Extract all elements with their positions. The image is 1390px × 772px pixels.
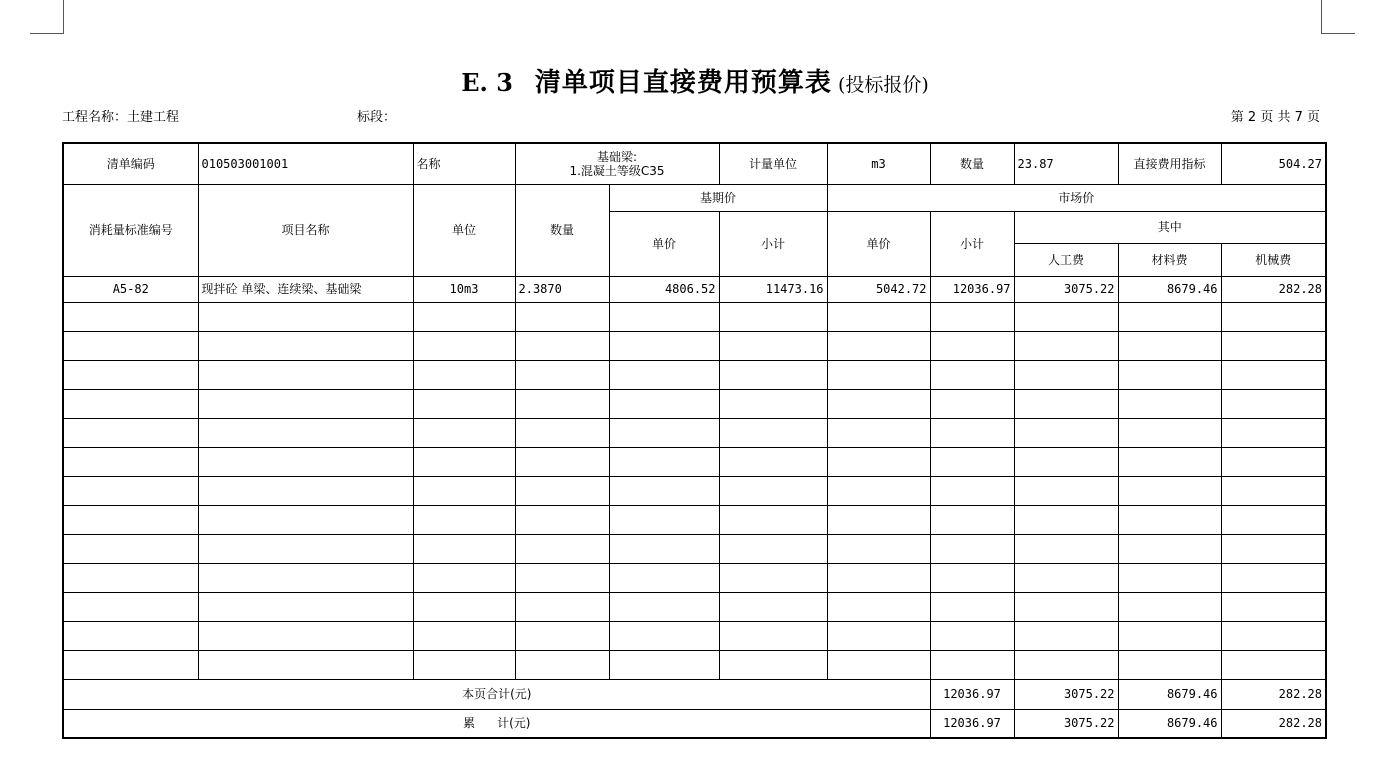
empty-cell xyxy=(63,563,198,592)
empty-cell xyxy=(609,650,719,679)
empty-cell xyxy=(515,302,609,331)
table-row xyxy=(63,276,1326,302)
empty-cell xyxy=(1118,621,1221,650)
crop-mark-top-left xyxy=(30,0,64,34)
empty-cell xyxy=(609,621,719,650)
empty-cell xyxy=(719,389,827,418)
bill-unit: m3 xyxy=(827,143,930,184)
empty-row xyxy=(63,331,1326,360)
col-item-name: 项目名称 xyxy=(198,184,413,276)
col-labor: 人工费 xyxy=(1014,243,1118,276)
empty-cell xyxy=(63,621,198,650)
col-machine: 机械费 xyxy=(1221,243,1326,276)
empty-cell xyxy=(609,418,719,447)
row-name: 现拌砼 单梁、连续梁、基础梁 xyxy=(198,276,413,302)
col-material: 材料费 xyxy=(1118,243,1221,276)
empty-cell xyxy=(63,592,198,621)
page-total-labor: 3075.22 xyxy=(1014,679,1118,709)
empty-cell xyxy=(1014,447,1118,476)
empty-cell xyxy=(1221,360,1326,389)
bill-name-line1: 基础梁: xyxy=(596,149,638,164)
row-material: 8679.46 xyxy=(1118,276,1221,302)
empty-cell xyxy=(515,563,609,592)
cumulative-labor: 3075.22 xyxy=(1014,709,1118,738)
empty-cell xyxy=(1014,389,1118,418)
empty-cell xyxy=(63,360,198,389)
empty-cell xyxy=(719,534,827,563)
empty-cell xyxy=(1118,389,1221,418)
col-market-unit-price: 单价 xyxy=(827,211,930,276)
row-qty: 2.3870 xyxy=(515,276,609,302)
empty-cell xyxy=(515,505,609,534)
empty-cell xyxy=(609,563,719,592)
empty-cell xyxy=(1221,302,1326,331)
empty-cell xyxy=(198,563,413,592)
col-of-which: 其中 xyxy=(1014,211,1326,243)
empty-cell xyxy=(63,505,198,534)
row-market-subtotal: 12036.97 xyxy=(930,276,1014,302)
empty-cell xyxy=(1221,476,1326,505)
cumulative-material: 8679.46 xyxy=(1118,709,1221,738)
empty-cell xyxy=(515,476,609,505)
empty-cell xyxy=(1221,331,1326,360)
empty-cell xyxy=(1118,476,1221,505)
empty-cell xyxy=(1221,563,1326,592)
empty-cell xyxy=(198,650,413,679)
empty-row xyxy=(63,563,1326,592)
empty-cell xyxy=(198,389,413,418)
empty-cell xyxy=(719,505,827,534)
empty-cell xyxy=(413,331,515,360)
empty-cell xyxy=(1014,592,1118,621)
empty-cell xyxy=(827,505,930,534)
empty-cell xyxy=(930,447,1014,476)
section-label: 标段： xyxy=(357,110,397,125)
empty-cell xyxy=(719,476,827,505)
empty-cell xyxy=(609,592,719,621)
bill-index-label: 直接费用指标 xyxy=(1118,143,1221,184)
empty-row xyxy=(63,389,1326,418)
empty-row xyxy=(63,418,1326,447)
empty-cell xyxy=(930,331,1014,360)
empty-cell xyxy=(413,447,515,476)
empty-cell xyxy=(413,360,515,389)
empty-cell xyxy=(63,389,198,418)
empty-cell xyxy=(930,302,1014,331)
empty-cell xyxy=(198,476,413,505)
empty-cell xyxy=(515,650,609,679)
empty-cell xyxy=(413,534,515,563)
empty-cell xyxy=(827,476,930,505)
empty-cell xyxy=(930,418,1014,447)
bill-name-line2: 1.混凝土等级C35 xyxy=(569,163,665,178)
empty-cell xyxy=(1014,505,1118,534)
cumulative-label-b: 计(元) xyxy=(497,716,531,731)
empty-cell xyxy=(1221,447,1326,476)
empty-cell xyxy=(719,592,827,621)
cumulative-label-a: 累 xyxy=(463,716,476,731)
empty-cell xyxy=(930,592,1014,621)
empty-row xyxy=(63,476,1326,505)
empty-cell xyxy=(930,621,1014,650)
empty-cell xyxy=(198,505,413,534)
empty-cell xyxy=(609,302,719,331)
empty-row xyxy=(63,534,1326,563)
empty-cell xyxy=(515,360,609,389)
empty-cell xyxy=(1118,650,1221,679)
empty-cell xyxy=(63,447,198,476)
empty-cell xyxy=(827,447,930,476)
empty-cell xyxy=(1221,418,1326,447)
empty-cell xyxy=(719,418,827,447)
col-market-subtotal: 小计 xyxy=(930,211,1014,276)
empty-cell xyxy=(609,389,719,418)
empty-cell xyxy=(609,534,719,563)
empty-cell xyxy=(413,563,515,592)
empty-cell xyxy=(1221,650,1326,679)
empty-row xyxy=(63,621,1326,650)
empty-cell xyxy=(413,476,515,505)
empty-cell xyxy=(1118,592,1221,621)
cumulative-total-row xyxy=(63,709,1326,738)
empty-cell xyxy=(413,389,515,418)
empty-cell xyxy=(413,505,515,534)
empty-cell xyxy=(413,418,515,447)
empty-cell xyxy=(515,621,609,650)
page-total-material: 8679.46 xyxy=(1118,679,1221,709)
empty-cell xyxy=(930,360,1014,389)
empty-cell xyxy=(1118,505,1221,534)
bill-unit-label: 计量单位 xyxy=(719,143,827,184)
empty-cell xyxy=(1118,360,1221,389)
empty-cell xyxy=(827,563,930,592)
empty-cell xyxy=(609,447,719,476)
empty-cell xyxy=(1221,592,1326,621)
bill-info-row xyxy=(63,143,1326,184)
empty-cell xyxy=(63,331,198,360)
empty-cell xyxy=(198,302,413,331)
row-code: A5-82 xyxy=(63,276,198,302)
page-indicator: 第 2 页 共 7 页 xyxy=(1230,110,1320,125)
cumulative-subtotal: 12036.97 xyxy=(930,709,1014,738)
bill-name xyxy=(515,143,719,184)
empty-row xyxy=(63,302,1326,331)
page-title xyxy=(0,62,1390,99)
empty-cell xyxy=(719,563,827,592)
empty-cell xyxy=(930,389,1014,418)
col-market-price: 市场价 xyxy=(827,184,1326,211)
empty-cell xyxy=(930,563,1014,592)
empty-cell xyxy=(1118,302,1221,331)
project-name: 工程名称：土建工程 xyxy=(62,110,180,125)
empty-cell xyxy=(719,650,827,679)
row-unit: 10m3 xyxy=(413,276,515,302)
empty-row xyxy=(63,447,1326,476)
empty-row xyxy=(63,505,1326,534)
row-labor: 3075.22 xyxy=(1014,276,1118,302)
empty-cell xyxy=(719,302,827,331)
title-subtitle: (投标报价) xyxy=(837,74,929,96)
crop-mark-top-right xyxy=(1321,0,1355,34)
bill-name-label: 名称 xyxy=(413,143,515,184)
empty-cell xyxy=(827,650,930,679)
empty-cell xyxy=(198,418,413,447)
empty-cell xyxy=(413,621,515,650)
empty-cell xyxy=(719,331,827,360)
empty-cell xyxy=(609,505,719,534)
empty-cell xyxy=(413,302,515,331)
empty-cell xyxy=(515,331,609,360)
empty-cell xyxy=(609,360,719,389)
empty-cell xyxy=(930,650,1014,679)
empty-row xyxy=(63,360,1326,389)
col-unit: 单位 xyxy=(413,184,515,276)
empty-cell xyxy=(515,418,609,447)
bill-qty-label: 数量 xyxy=(930,143,1014,184)
budget-table xyxy=(62,142,1327,739)
col-norm-code: 消耗量标准编号 xyxy=(63,184,198,276)
title-code: E. 3 xyxy=(461,68,513,97)
empty-cell xyxy=(1118,534,1221,563)
col-base-price: 基期价 xyxy=(609,184,827,211)
bill-qty: 23.87 xyxy=(1014,143,1118,184)
empty-cell xyxy=(1221,389,1326,418)
empty-cell xyxy=(609,331,719,360)
empty-cell xyxy=(515,534,609,563)
empty-cell xyxy=(1221,621,1326,650)
empty-cell xyxy=(1118,418,1221,447)
empty-cell xyxy=(1118,447,1221,476)
page-total-label: 本页合计(元) xyxy=(63,679,930,709)
empty-cell xyxy=(827,360,930,389)
header-row-1 xyxy=(63,184,1326,211)
empty-cell xyxy=(198,447,413,476)
empty-cell xyxy=(1014,418,1118,447)
empty-cell xyxy=(827,302,930,331)
empty-cell xyxy=(930,505,1014,534)
empty-cell xyxy=(63,302,198,331)
cumulative-total-label xyxy=(63,709,930,738)
empty-cell xyxy=(515,447,609,476)
empty-cell xyxy=(198,621,413,650)
cumulative-machine: 282.28 xyxy=(1221,709,1326,738)
empty-cell xyxy=(827,418,930,447)
empty-cell xyxy=(1014,650,1118,679)
row-market-unit-price: 5042.72 xyxy=(827,276,930,302)
empty-cell xyxy=(719,360,827,389)
empty-cell xyxy=(515,592,609,621)
row-base-subtotal: 11473.16 xyxy=(719,276,827,302)
empty-cell xyxy=(827,331,930,360)
empty-cell xyxy=(719,621,827,650)
col-qty: 数量 xyxy=(515,184,609,276)
empty-cell xyxy=(1221,534,1326,563)
empty-cell xyxy=(609,476,719,505)
empty-cell xyxy=(930,476,1014,505)
page-total-machine: 282.28 xyxy=(1221,679,1326,709)
page-total-subtotal: 12036.97 xyxy=(930,679,1014,709)
bill-index: 504.27 xyxy=(1221,143,1326,184)
empty-cell xyxy=(63,418,198,447)
col-base-unit-price: 单价 xyxy=(609,211,719,276)
empty-cell xyxy=(1118,563,1221,592)
page-total-row xyxy=(63,679,1326,709)
empty-cell xyxy=(63,650,198,679)
empty-cell xyxy=(198,331,413,360)
empty-cell xyxy=(198,534,413,563)
empty-cell xyxy=(1014,563,1118,592)
col-base-subtotal: 小计 xyxy=(719,211,827,276)
empty-cell xyxy=(827,592,930,621)
empty-cell xyxy=(1014,331,1118,360)
empty-cell xyxy=(827,621,930,650)
empty-cell xyxy=(1014,476,1118,505)
empty-cell xyxy=(1014,621,1118,650)
empty-cell xyxy=(63,476,198,505)
row-base-unit-price: 4806.52 xyxy=(609,276,719,302)
empty-row xyxy=(63,650,1326,679)
empty-cell xyxy=(1014,534,1118,563)
empty-cell xyxy=(413,650,515,679)
empty-cell xyxy=(413,592,515,621)
bill-code: 010503001001 xyxy=(198,143,413,184)
bill-code-label: 清单编码 xyxy=(63,143,198,184)
empty-cell xyxy=(930,534,1014,563)
empty-cell xyxy=(1014,302,1118,331)
empty-cell xyxy=(1014,360,1118,389)
empty-cell xyxy=(1118,331,1221,360)
empty-cell xyxy=(198,360,413,389)
empty-cell xyxy=(1221,505,1326,534)
empty-cell xyxy=(827,534,930,563)
title-main: 清单项目直接费用预算表 xyxy=(534,68,832,98)
empty-row xyxy=(63,592,1326,621)
row-machine: 282.28 xyxy=(1221,276,1326,302)
empty-cell xyxy=(827,389,930,418)
empty-cell xyxy=(198,592,413,621)
empty-cell xyxy=(63,534,198,563)
empty-cell xyxy=(515,389,609,418)
empty-cell xyxy=(719,447,827,476)
